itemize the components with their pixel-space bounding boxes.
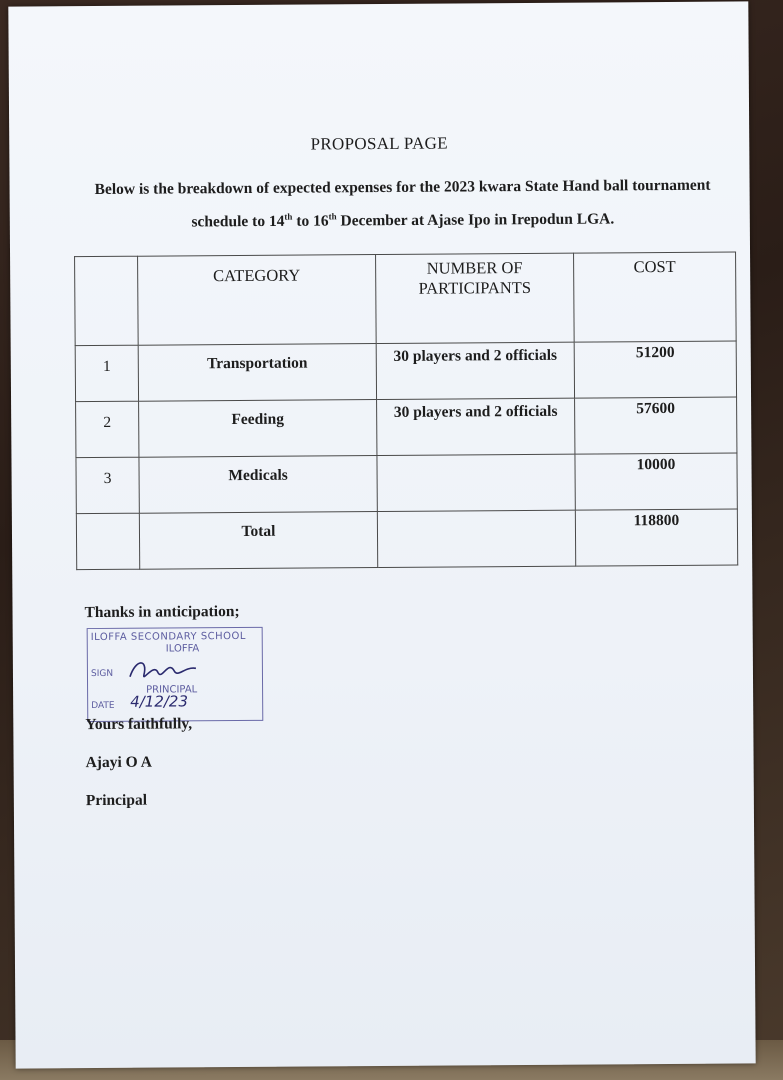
stamp-date-value: 4/12/23 [130,692,189,711]
header-sn [75,256,139,346]
header-participants: NUMBER OF PARTICIPANTS [376,253,575,344]
stamp-sign-label: SIGN [90,668,114,680]
header-category: CATEGORY [138,255,377,346]
document-page [8,1,755,1068]
table-total-row: Total 118800 [76,509,737,570]
signature-icon [126,656,206,687]
table-row: 2 Feeding 30 players and 2 officials 57600 [76,397,737,458]
signatory-role: Principal [85,791,148,810]
table-row: 1 Transportation 30 players and 2 officials 51200 [75,341,736,402]
signatory-name: Ajayi O A [85,753,152,772]
table-header-row [75,252,737,346]
school-stamp [87,627,264,722]
table-row: 3 Medicals 10000 [76,453,737,514]
stamp-town: ILOFFA [165,643,200,655]
stamp-date-label: DATE [91,700,115,712]
yours-faithfully: Yours faithfully, [85,715,193,734]
page-title: PROPOSAL PAGE [310,133,448,154]
intro-paragraph: Below is the breakdown of expected expenses for the 2023 kwara State Hand ball tournament schedule to 14th to 16th December at Ajase Ipo in Irepodun LGA. [94,176,711,231]
stamp-school-name: ILOFFA SECONDARY SCHOOL [90,630,247,644]
thanks-line: Thanks in anticipation; [84,602,240,622]
stamp-role-label: PRINCIPAL [146,684,198,696]
expenses-table [74,252,738,571]
header-cost: COST [574,252,737,343]
